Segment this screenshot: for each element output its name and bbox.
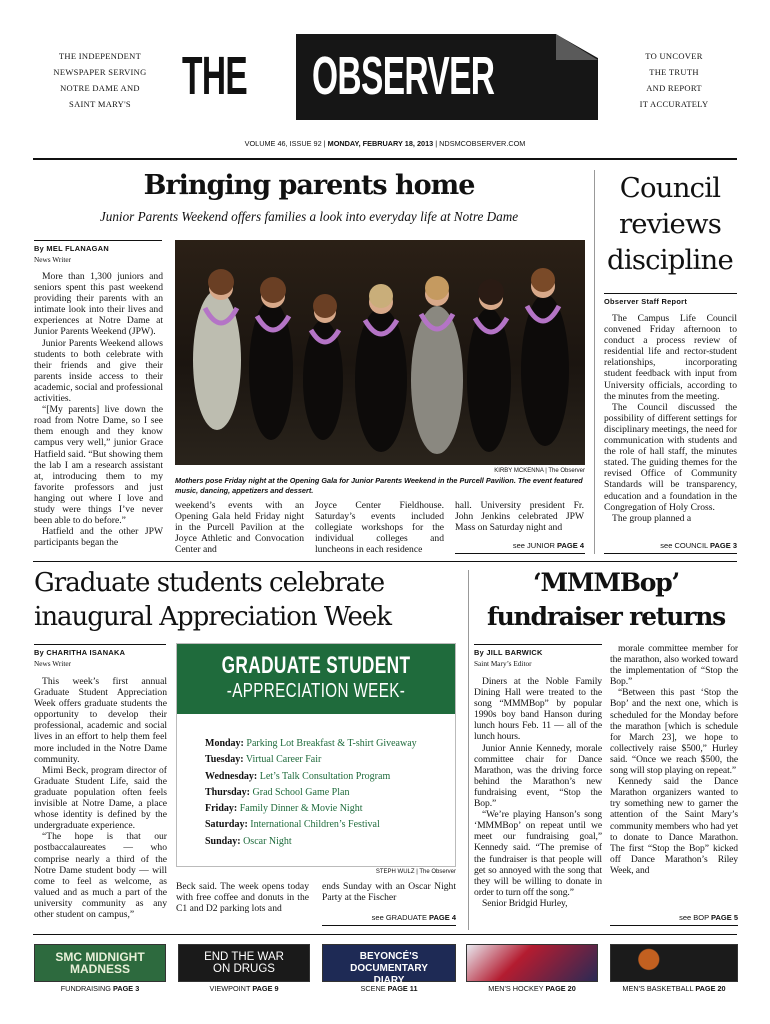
column-divider: [594, 170, 595, 554]
lead-col4: hall. University president Fr. John Jenkins celebrated JPW Mass on Saturday night and: [455, 500, 584, 534]
teaser-section: VIEWPOINT: [209, 984, 251, 993]
paragraph: “We’re playing Hanson’s song ‘MMMBop’ on repeat until we meet our fundraising goal,” Kennedy said. “The premise of the fundraiser is that people will get so annoyed with the song that they will be willing to donate in order to turn off the song.”: [474, 809, 602, 898]
teaser-label-fundraising[interactable]: [34, 984, 166, 993]
paragraph: More than 1,300 juniors and seniors spent this past weekend providing their parents with an intimate look into their lives and experiences at Notre Dame at Junior Parents Weekend (JPW).: [34, 271, 163, 338]
tagline-line: THE TRUTH: [649, 67, 699, 77]
jump-page: PAGE 3: [710, 541, 737, 550]
mmmbop-jump[interactable]: [610, 913, 738, 922]
schedule-event: Virtual Career Fair: [245, 754, 322, 766]
grad-role: News Writer: [34, 659, 72, 668]
lead-role: News Writer: [34, 255, 72, 264]
masthead-title-observer: OBSERVER: [312, 46, 495, 106]
paragraph: Mimi Beck, program director of Graduate Student Life, said the graduate population often feels invisible at Notre Dame, a place whose identity is defined by the undergraduate experience.: [34, 764, 167, 832]
schedule-day: Monday:: [205, 738, 244, 749]
schedule-row: [205, 769, 455, 785]
council-body: [604, 313, 737, 535]
teaser-art-text: SMC MIDNIGHT MADNESS: [55, 950, 145, 976]
issue-volume: VOLUME 46, ISSUE 92 |: [244, 139, 326, 148]
jump-page: PAGE 5: [711, 913, 738, 922]
lead-jump-rule: [455, 553, 585, 554]
grad-col1: [34, 676, 167, 926]
schedule-day: Saturday:: [205, 819, 248, 831]
teaser-page: PAGE 20: [545, 984, 576, 993]
tagline-line: SAINT MARY'S: [69, 99, 131, 109]
lead-col3: Joyce Center Fieldhouse. Saturday’s events included collegiate workshops for the individual colleges and luncheons in each residence: [315, 500, 444, 556]
council-jump[interactable]: [604, 541, 737, 550]
teaser-page: PAGE 3: [113, 984, 140, 993]
schedule-day: Thursday:: [205, 786, 251, 798]
teaser-section: MEN'S BASKETBALL: [622, 984, 694, 993]
paragraph: This week’s first annual Graduate Student Appreciation Week offers graduate students the opportunity to develop their professional, academic and social lives in an effort to help them feel more included in the Notre Dame community.: [34, 676, 167, 765]
grad-col2: Beck said. The week opens today with free coffee and donuts in the C1 and D2 parking lots and: [176, 881, 309, 915]
teaser-label-viewpoint[interactable]: [178, 984, 310, 993]
mmmbop-byline-rule: [474, 644, 602, 645]
paragraph: The Campus Life Council convened Friday afternoon to conduct a process review of residential life and rector-student relationships, incorporating student feedback with input from University officials, according to the minutes from the meeting.: [604, 313, 737, 402]
teaser-label-scene[interactable]: [322, 984, 456, 993]
teaser-page: PAGE 20: [695, 984, 726, 993]
teaser-viewpoint[interactable]: [178, 944, 310, 982]
jump-page: PAGE 4: [429, 913, 456, 922]
jump-label: see JUNIOR: [512, 541, 555, 550]
teaser-fundraising[interactable]: [34, 944, 166, 982]
paragraph: Junior Annie Kennedy, morale committee chair for Dance Marathon, was the driving force behind the Marathon’s new fundraising event, “Stop the Bop.”: [474, 742, 602, 810]
lead-deck: Junior Parents Weekend offers families a look into everyday life at Notre Dame: [99, 209, 519, 224]
tagline-line: IT ACCURATELY: [639, 99, 709, 109]
jump-label: see BOP: [679, 913, 709, 922]
grad-col3: ends Sunday with an Oscar Night Party at the Fischer: [322, 881, 456, 904]
poster-banner: [177, 644, 455, 714]
issue-line: [0, 139, 770, 148]
lead-byline-rule: [34, 240, 162, 241]
paragraph: “[My parents] live down the road from Notre Dame, so I see them enough and they know campus very well,” junior Grace Hatfield said. “But showing them the lab I am a research assistant at, introducing them to my favorite professors and just hanging out where I love and study were things I’ve never been able to do before.”: [34, 404, 163, 527]
schedule-event: Grad School Game Plan: [252, 786, 350, 798]
paragraph: Diners at the Noble Family Dining Hall were treated to the song “MMMBop” by popular 1990s boy band Hanson during lunch hours Feb. 11 — all of the lunch hours.: [474, 676, 602, 743]
mothers-group-photo: [175, 240, 585, 465]
mmmbop-byline: By JILL BARWICK: [474, 648, 543, 657]
grad-jump-rule: [322, 925, 456, 926]
mmmbop-col2: [610, 643, 738, 907]
lead-photo-credit: KIRBY MCKENNA | The Observer: [494, 468, 585, 474]
paragraph: Junior Parents Weekend allows students to both celebrate with their friends and give their parents inside access to their academic, social and professional activities.: [34, 337, 163, 405]
paragraph: “The hope is that our postbaccalaureates — who comprise nearly a third of the Notre Dame student body — will come to feel as welcome, as valued and as much a part of the university community as any other student on campus,”: [34, 831, 167, 920]
lead-col2: weekend’s events with an Opening Gala held Friday night in the Purcell Pavilion at the Joyce Athletic and Convocation Center and: [175, 500, 304, 556]
teaser-art-text: BEYONCÉ'S DOCUMENTARY DIARY: [350, 951, 428, 986]
masthead-title-the: THE: [182, 46, 248, 106]
paragraph: The Council discussed the possibility of different settings for disciplinary meetings, the need for communication with students and the role of hall staff, the minutes stated. The guiding themes for the revised Office of Community Standards will be transparency, education and a foundation in the Congregation of Holy Cross.: [604, 401, 737, 513]
tagline-line: NOTRE DAME AND: [60, 83, 140, 93]
mid-rule: [33, 561, 737, 562]
schedule-day: Friday:: [205, 803, 238, 815]
schedule-row: [205, 785, 455, 801]
teaser-label-hockey[interactable]: [466, 984, 598, 993]
masthead-right-tagline: [618, 48, 730, 112]
paragraph: morale committee member for the marathon, also worked toward the implementation of “Stop the Bop.”: [610, 643, 738, 688]
poster-title: GRADUATE STUDENT: [221, 652, 411, 679]
mmmbop-headline[interactable]: ‘MMMBop’ fundraiser returns: [487, 568, 725, 631]
schedule-day: Tuesday:: [205, 754, 244, 766]
tagline-line: AND REPORT: [646, 83, 702, 93]
schedule-event: Parking Lot Breakfast & T-shirt Giveaway: [246, 738, 417, 749]
schedule-row: [205, 801, 455, 817]
jump-page: PAGE 4: [557, 541, 584, 550]
schedule-event: Family Dinner & Movie Night: [239, 803, 363, 815]
tagline-line: THE INDEPENDENT: [58, 51, 142, 61]
mmmbop-jump-rule: [610, 925, 738, 926]
issue-date: MONDAY, FEBRUARY 18, 2013: [327, 139, 434, 148]
grad-jump[interactable]: [322, 913, 456, 922]
teaser-hockey[interactable]: [466, 944, 598, 982]
teaser-section: FUNDRAISING: [60, 984, 111, 993]
poster-schedule: [177, 714, 455, 850]
teaser-page: PAGE 9: [252, 984, 279, 993]
bottom-rule: [33, 934, 737, 935]
paragraph: Hatfield and the other JPW participants began the: [34, 526, 163, 549]
grad-poster[interactable]: [176, 643, 456, 867]
schedule-day: Wednesday:: [205, 770, 258, 782]
teaser-scene[interactable]: [322, 944, 456, 986]
lead-col1: [34, 271, 163, 552]
jump-label: see COUNCIL: [660, 541, 708, 550]
lead-photo[interactable]: [175, 240, 585, 465]
tagline-line: NEWSPAPER SERVING: [53, 67, 147, 77]
lead-jump[interactable]: [455, 541, 584, 550]
top-rule: [33, 158, 737, 160]
schedule-row: [205, 834, 455, 850]
grad-byline: By CHARITHA ISANAKA: [34, 648, 126, 657]
mmmbop-col1: [474, 676, 602, 926]
teaser-label-basketball[interactable]: [610, 984, 738, 993]
issue-website[interactable]: | NDSMCOBSERVER.COM: [435, 139, 526, 148]
council-jump-rule: [604, 553, 737, 554]
council-byline: Observer Staff Report: [604, 297, 688, 306]
teaser-section: MEN'S HOCKEY: [488, 984, 544, 993]
schedule-event: Let’s Talk Consultation Program: [259, 770, 391, 782]
teaser-art-text: END THE WAR ON DRUGS: [204, 951, 284, 975]
schedule-event: Oscar Night: [243, 835, 292, 847]
lead-caption: Mothers pose Friday night at the Opening Gala for Junior Parents Weekend in the Purcell Pavilion. The event featured music, dancing, appetizers and dessert.: [175, 476, 583, 495]
schedule-row: [205, 736, 455, 752]
schedule-row: [205, 817, 455, 833]
grad-byline-rule: [34, 644, 166, 645]
teaser-basketball[interactable]: [610, 944, 738, 982]
paragraph: Senior Bridgid Hurley,: [482, 897, 568, 909]
masthead-left-tagline: [44, 48, 156, 112]
schedule-event: International Children’s Festival: [250, 819, 380, 831]
mmmbop-role: Saint Mary’s Editor: [474, 659, 532, 668]
poster-subtitle: -APPRECIATION WEEK-: [226, 680, 406, 702]
paragraph: “Between this past ‘Stop the Bop’ and the next one, which is scheduled for the Monday before the marathon [which is schedule for March 23], we hope to collectively raise $500,” Hurley said. “Once we reach $500, the song will stop playing on repeat.”: [610, 687, 738, 777]
lead-byline: By MEL FLANAGAN: [34, 244, 109, 253]
teaser-section: SCENE: [360, 984, 386, 993]
grad-divider: [468, 570, 469, 930]
schedule-row: [205, 752, 455, 768]
schedule-day: Sunday:: [205, 835, 241, 847]
teaser-page: PAGE 11: [387, 984, 418, 993]
council-headline[interactable]: Council reviews discipline: [607, 172, 733, 276]
grad-headline[interactable]: Graduate students celebrate inaugural Appreciation Week: [34, 568, 392, 632]
paragraph: The group planned a: [612, 512, 692, 524]
lead-headline[interactable]: Bringing parents home: [143, 170, 475, 201]
jump-label: see GRADUATE: [371, 913, 427, 922]
grad-photo-credit: STEPH WULZ | The Observer: [375, 869, 456, 875]
paragraph: Kennedy said the Dance Marathon organizers wanted to try something new to garner the attention of the Saint Mary’s community members who had yet to donate to Dance Marathon. The first “Stop the Bop” kicked off Dance Marathon’s Riley Week, and: [610, 776, 738, 876]
council-byline-rule: [604, 293, 737, 294]
tagline-line: TO UNCOVER: [645, 51, 703, 61]
